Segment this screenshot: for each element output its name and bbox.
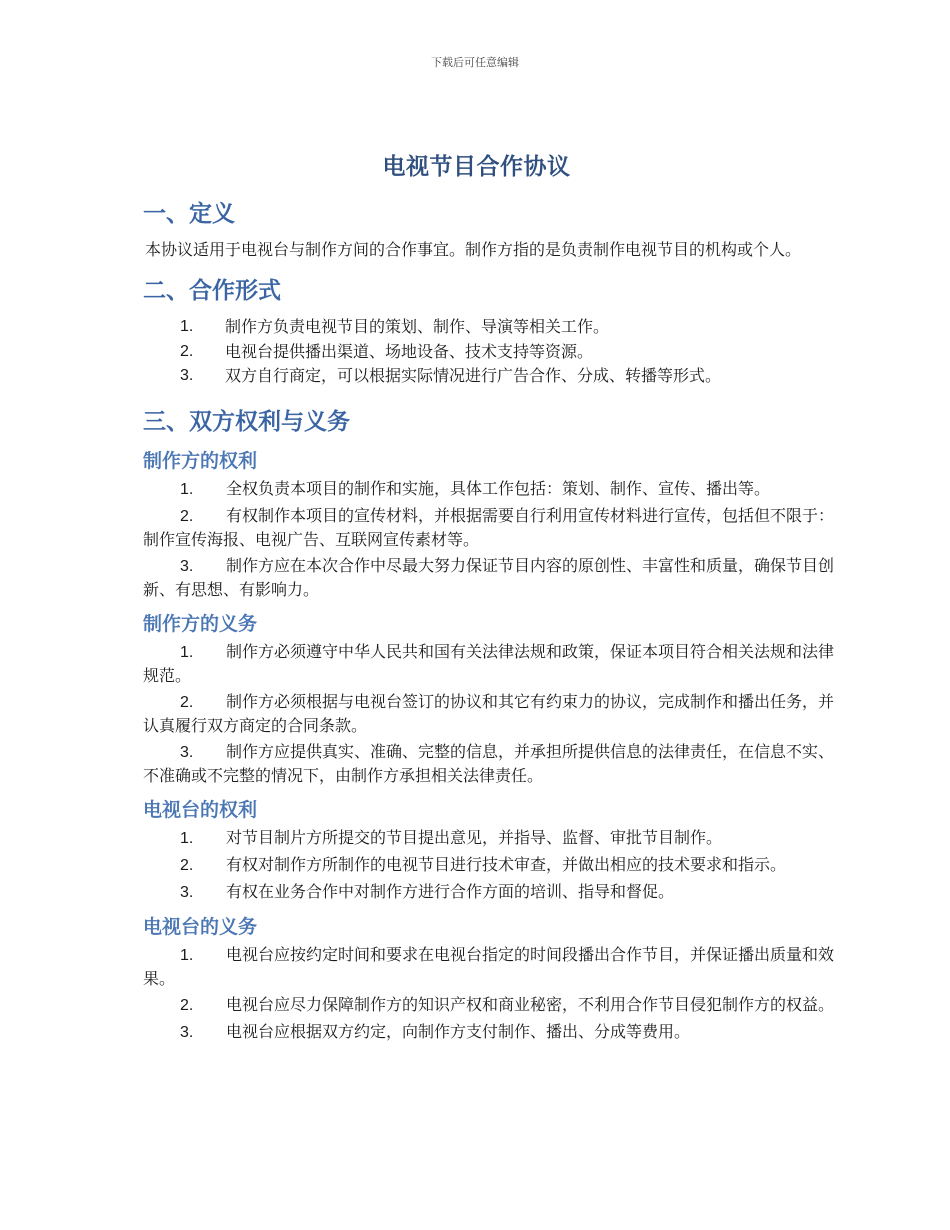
list-item [113,554,840,601]
list-item [113,943,840,990]
list-text: 制作方负责电视节目的策划、制作、导演等相关工作。 [225,317,610,336]
list-number: 3. [180,1023,194,1041]
list-number: 3. [180,743,194,761]
list-number: 2. [180,996,194,1014]
list-number: 2. [180,342,194,360]
list-number: 1. [180,480,194,498]
list-text: 电视台应根据双方约定，向制作方支付制作、播出、分成等费用。 [226,1021,691,1041]
producer-duties-list [113,640,840,787]
section-heading-forms: 二、合作形式 [143,278,281,304]
list-item [113,477,840,501]
list-text: 双方自行商定，可以根据实际情况进行广告合作、分成、转播等形式。 [225,366,722,385]
list-text: 电视台提供播出渠道、场地设备、技术支持等资源。 [225,341,594,361]
section-heading-rights: 三、双方权利与义务 [143,408,350,435]
forms-list [113,315,840,389]
list-text: 电视台应尽力保障制作方的知识产权和商业秘密，不利用合作节目侵犯制作方的权益。 [226,994,835,1014]
list-number: 3. [180,557,194,575]
list-number: 1. [180,318,194,335]
list-text: 制作方应提供真实、准确、完整的信息，并承担所提供信息的法律责任，在信息不实、不准确或不完整的情况下，由制作方承担相关法律责任。 [143,741,835,785]
list-number: 3. [180,367,194,384]
list-item [113,315,840,340]
list-item [113,880,840,904]
list-number: 1. [180,643,194,661]
list-text: 制作方必须根据与电视台签订的协议和其它有约束力的协议，完成制作和播出任务，并认真履行双方商定的合同条款。 [143,691,835,735]
list-number: 2. [180,507,194,525]
list-item [113,826,840,850]
subheading-producer-duties: 制作方的义务 [143,612,258,635]
list-text: 对节目制片方所提交的节目提出意见，并指导、监督、审批节目制作。 [226,827,723,847]
list-number: 3. [180,883,194,901]
list-item [113,640,840,687]
subheading-producer-rights: 制作方的权利 [143,449,258,472]
header-note: 下载后可任意编辑 [431,56,519,69]
list-text: 全权负责本项目的制作和实施，具体工作包括：策划、制作、宣传、播出等。 [226,478,771,498]
list-text: 有权对制作方所制作的电视节目进行技术审查，并做出相应的技术要求和指示。 [226,854,787,874]
station-duties-list [113,943,840,1044]
list-item [113,1020,840,1044]
list-item [113,993,840,1017]
list-text: 制作方必须遵守中华人民共和国有关法律法规和政策，保证本项目符合相关法规和法律规范。 [143,641,835,685]
list-text: 电视台应按约定时间和要求在电视台指定的时间段播出合作节目，并保证播出质量和效果。 [143,944,835,988]
list-number: 1. [180,829,194,847]
list-text: 有权在业务合作中对制作方进行合作方面的培训、指导和督促。 [226,881,675,901]
subheading-station-duties: 电视台的义务 [143,915,258,938]
list-text: 有权制作本项目的宣传材料，并根据需要自行利用宣传材料进行宣传，包括但不限于：制作宣传海报、电视广告、互联网宣传素材等。 [143,505,835,549]
document-title: 电视节目合作协议 [382,154,571,180]
subheading-station-rights: 电视台的权利 [143,798,258,821]
list-item [113,340,840,365]
list-item [113,504,840,551]
document-body [113,148,840,1052]
list-item [113,364,840,389]
list-item [113,690,840,737]
list-text: 制作方应在本次合作中尽最大努力保证节目内容的原创性、丰富性和质量，确保节目创新、有思想、有影响力。 [143,555,835,599]
station-rights-list [113,826,840,904]
producer-rights-list [113,477,840,601]
definition-paragraph: 本协议适用于电视台与制作方间的合作事宜。制作方指的是负责制作电视节目的机构或个人。 [145,240,802,259]
list-number: 2. [180,856,194,874]
list-number: 2. [180,693,194,711]
list-item [113,740,840,787]
list-number: 1. [180,946,194,964]
section-heading-definition: 一、定义 [143,201,235,227]
list-item [113,853,840,877]
